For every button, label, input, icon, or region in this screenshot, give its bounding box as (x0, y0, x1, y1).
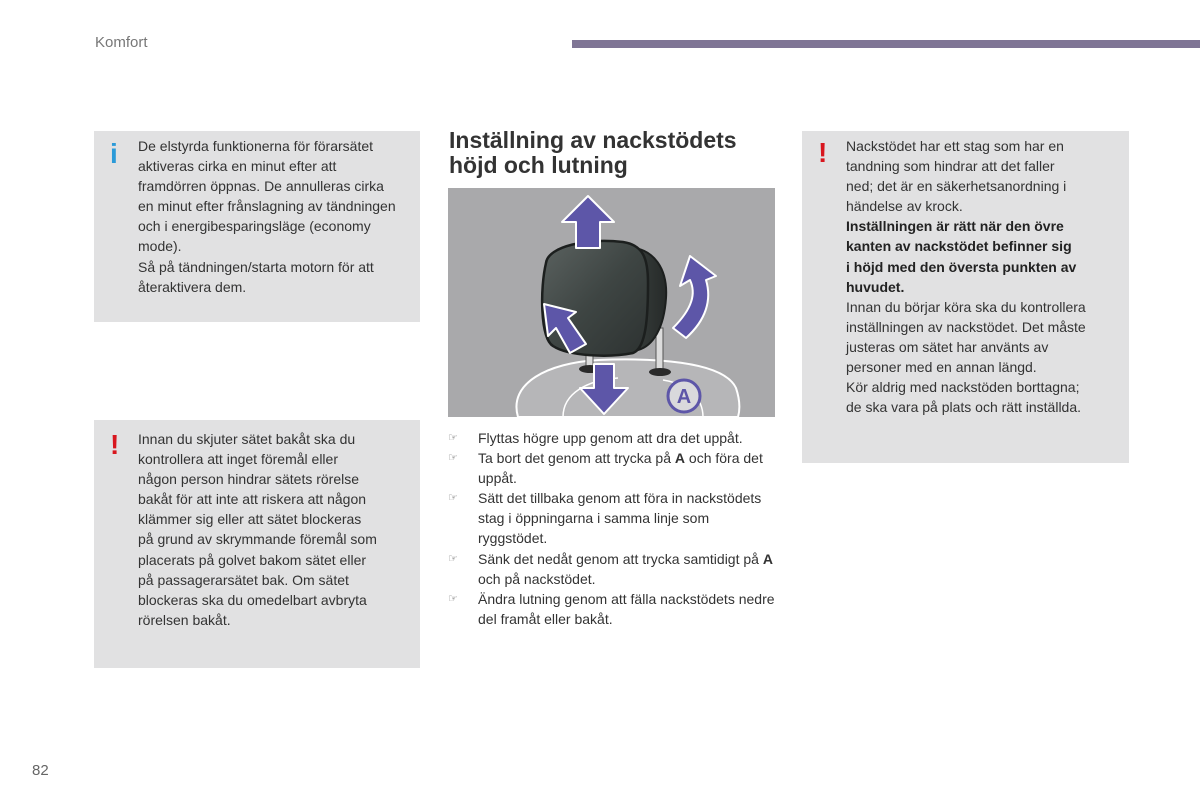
step-text: Sänk det nedåt genom att trycka samtidigt på (478, 550, 763, 567)
text-line: ned; det är en säkerhetsanordning i (846, 178, 1067, 195)
text-line: de ska vara på plats och rätt inställda. (846, 399, 1082, 416)
text-line: justeras om sätet har använts av (846, 338, 1049, 355)
button-a-label: A (676, 386, 692, 408)
seat-warning-box (94, 420, 420, 668)
list-item (448, 589, 778, 629)
heading-line: Inställning av nackstödets (449, 127, 737, 153)
seat-warning-text (138, 429, 418, 630)
pointing-hand-icon: ☞ (448, 452, 458, 465)
step-text: Ändra lutning genom att fälla nackstödets nedre del framåt eller bakåt. (478, 590, 775, 627)
text-line: någon person hindrar sätets rörelse (138, 471, 360, 488)
text-line: klämmer sig eller att sätet blockeras (138, 511, 362, 528)
text-line: och i energibesparingsläge (economy (138, 218, 371, 235)
header-accent-bar (572, 40, 1200, 48)
list-item (448, 448, 778, 488)
text-line-bold: huvudet. (846, 278, 905, 295)
text-line: kontrollera att inget föremål eller (138, 451, 338, 468)
headrest-drawing (448, 188, 775, 417)
pointing-hand-icon: ☞ (448, 592, 458, 605)
text-line-bold: Inställningen är rätt när den övre (846, 218, 1064, 235)
list-item (448, 549, 778, 589)
page-number: 82 (32, 762, 49, 779)
pointing-hand-icon: ☞ (448, 552, 458, 565)
text-line: placerats på golvet bakom sätet eller (138, 551, 367, 568)
section-heading (449, 128, 779, 178)
headrest-warning-box (802, 131, 1129, 463)
heading-line: höjd och lutning (449, 152, 628, 178)
text-line: Nackstödet har ett stag som har en (846, 138, 1064, 154)
warning-icon: ! (110, 429, 120, 460)
text-line: på passagerarsätet bak. Om sätet (138, 571, 349, 588)
instruction-list (448, 428, 778, 629)
step-text: Flyttas högre upp genom att dra det uppåt. (478, 430, 743, 446)
text-line: rörelsen bakåt. (138, 611, 231, 628)
step-text: Sätt det tillbaka genom att föra in nackstödets stag i öppningarna i samma linje som ryggstödet. (478, 490, 762, 547)
text-line-bold: kanten av nackstödet befinner sig (846, 238, 1072, 255)
list-item (448, 428, 778, 448)
text-line: Innan du skjuter sätet bakåt ska du (138, 431, 356, 447)
step-text: och föra det uppåt. (478, 450, 763, 487)
text-line: en minut efter frånslagning av tändningen (138, 198, 396, 215)
pointing-hand-icon: ☞ (448, 432, 458, 444)
text-line: händelse av krock. (846, 198, 963, 215)
pointing-hand-icon: ☞ (448, 492, 458, 505)
text-line: Kör aldrig med nackstöden borttagna; (846, 379, 1080, 396)
text-line: framdörren öppnas. De annulleras cirka (138, 178, 384, 195)
text-line: De elstyrda funktionerna för förarsätet (138, 138, 374, 154)
text-line-bold: i höjd med den översta punkten av (846, 258, 1077, 275)
list-item (448, 488, 778, 548)
text-line: tandning som hindrar att det faller (846, 158, 1055, 175)
text-line: på grund av skrymmande föremål som (138, 531, 377, 548)
step-bold: A (762, 550, 773, 567)
text-line: återaktivera dem. (138, 278, 247, 295)
text-line: blockeras ska du omedelbart avbryta (138, 591, 367, 608)
info-icon: i (110, 138, 118, 169)
text-line: Innan du börjar köra ska du kontrollera (846, 298, 1086, 315)
step-text: och på nackstödet. (478, 570, 596, 587)
text-line: aktiveras cirka en minut efter att (138, 158, 337, 175)
info-box-text (138, 136, 418, 297)
headrest-warning-text (846, 136, 1126, 417)
headrest-illustration (448, 188, 775, 417)
text-line: bakåt för att inte att riskera att någon (138, 491, 367, 508)
step-bold: A (674, 450, 686, 467)
step-text: Ta bort det genom att trycka på (478, 450, 675, 467)
section-title: Komfort (95, 34, 148, 51)
text-line: mode). (138, 238, 182, 255)
text-line: inställningen av nackstödet. Det måste (846, 318, 1086, 335)
text-line: Så på tändningen/starta motorn för att (138, 258, 374, 275)
text-line: personer med en annan längd. (846, 359, 1037, 376)
info-box (94, 131, 420, 322)
warning-icon: ! (818, 137, 828, 168)
